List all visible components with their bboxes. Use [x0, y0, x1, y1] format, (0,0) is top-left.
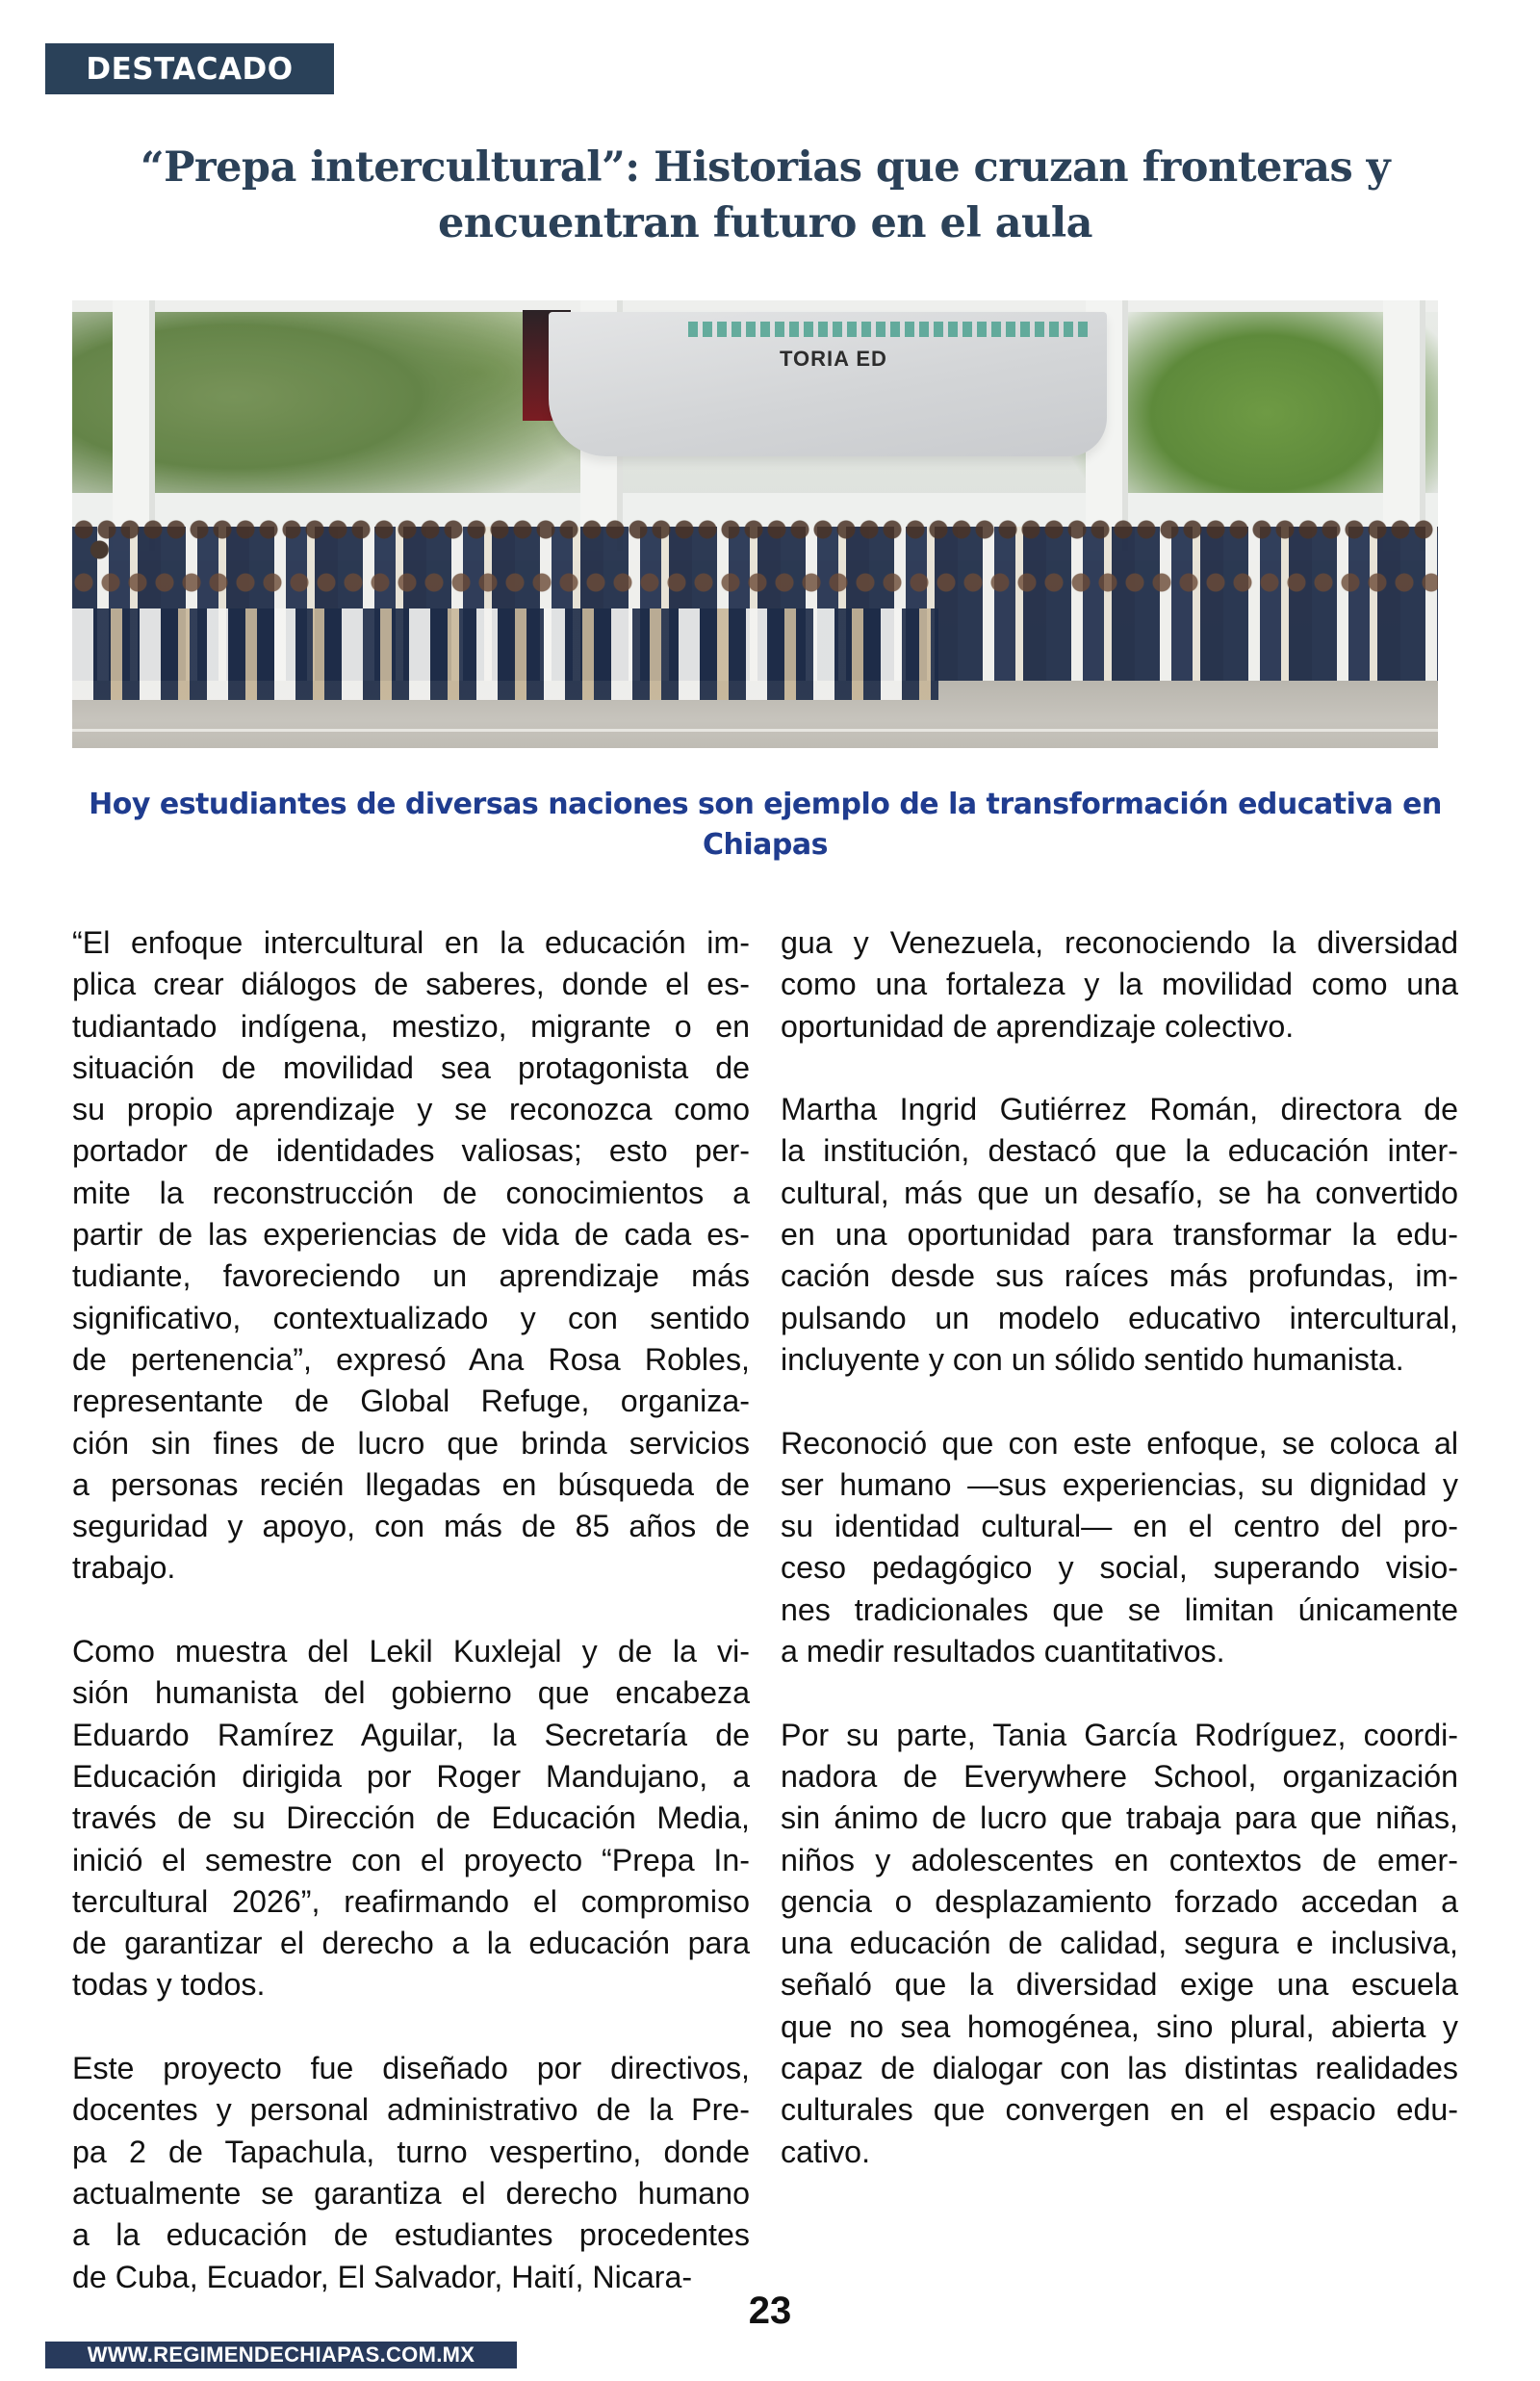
article-line: representante de Global Refuge, organiza- [72, 1384, 750, 1419]
article-line: gencia o desplazamiento forzado accedan a [781, 1883, 1458, 1919]
article-line: cación desde sus raíces más profundas, im- [781, 1258, 1458, 1294]
article-line: a personas recién llegadas en búsqueda de [72, 1466, 750, 1502]
article-paragraph [781, 1715, 1458, 2173]
article-line: partir de las experiencias de vida de cada es- [72, 1217, 750, 1253]
article-line: su propio aprendizaje y se reconozca como [72, 1092, 750, 1127]
article-line: Este proyecto fue diseñado por directivos, [72, 2051, 750, 2086]
article-line: sin ánimo de lucro que trabaja para que niñas, [781, 1800, 1458, 1836]
article-line: incluyente y con un sólido sentido humanista. [781, 1341, 1404, 1377]
article-photo [72, 300, 1438, 748]
photo-crowd-heads [72, 517, 1438, 542]
subheadline-line-2: Chiapas [703, 828, 828, 862]
article-paragraph [781, 1423, 1458, 1673]
subheadline [72, 785, 1458, 866]
article-line: de garantizar el derecho a la educación para [72, 1926, 750, 1961]
photo-pillar [1383, 300, 1425, 551]
article-line: todas y todos. [72, 1967, 266, 2003]
article-column-left [72, 922, 750, 2340]
article-line: culturales que convergen en el espacio edu- [781, 2092, 1458, 2128]
article-line: pulsando un modelo educativo intercultural, [781, 1300, 1458, 1335]
article-line: Educación dirigida por Roger Mandujano, a [72, 1758, 750, 1794]
article-line: situación de movilidad sea protagonista de [72, 1049, 750, 1085]
article-line: cativo. [781, 2134, 871, 2169]
article-line: Reconoció que con este enfoque, se coloca al [781, 1425, 1458, 1461]
article-line: de pertenencia”, expresó Ana Rosa Robles, [72, 1341, 750, 1377]
article-line: ción sin fines de lucro que brinda servicios [72, 1425, 750, 1461]
article-line: tercultural 2026”, reafirmando el compromiso [72, 1883, 750, 1919]
article-line: capaz de dialogar con las distintas realidades [781, 2051, 1458, 2086]
article-line: mite la reconstrucción de conocimientos a [72, 1175, 750, 1210]
article-line: sión humanista del gobierno que encabeza [72, 1675, 750, 1711]
article-paragraph [781, 922, 1458, 1048]
article-line: señaló que la diversidad exige una escuela [781, 1967, 1458, 2003]
article-line: ceso pedagógico y social, superando visio- [781, 1550, 1458, 1586]
photo-banner-pattern [688, 322, 1092, 337]
footer-website-url: WWW.REGIMENDECHIAPAS.COM.MX [45, 2342, 517, 2368]
photo-crowd-heads [72, 570, 1438, 595]
photo-banner-text: TORIA ED [780, 347, 887, 371]
article-line: plica crear diálogos de saberes, donde el es- [72, 967, 750, 1002]
article-line: en una oportunidad para transformar la edu- [781, 1217, 1458, 1253]
article-line: “El enfoque intercultural en la educación im- [72, 925, 750, 960]
article-line: portador de identidades valiosas; esto per- [72, 1133, 750, 1169]
article-paragraph [781, 1089, 1458, 1381]
section-badge: DESTACADO [45, 43, 334, 94]
article-line: tudiante, favoreciendo un aprendizaje más [72, 1258, 750, 1294]
article-line: través de su Dirección de Educación Media, [72, 1800, 750, 1836]
headline-line-2: encuentran futuro en el aula [437, 199, 1093, 247]
article-line: docentes y personal administrativo de la Pre- [72, 2092, 750, 2128]
article-paragraph [72, 2048, 750, 2298]
article-line: gua y Venezuela, reconociendo la diversidad [781, 925, 1458, 960]
headline [72, 140, 1458, 251]
article-line: cultural, más que un desafío, se ha convertido [781, 1175, 1458, 1210]
article-line: que no sea homogénea, sino plural, abierta y [781, 2008, 1458, 2044]
article-line: Martha Ingrid Gutiérrez Román, directora de [781, 1092, 1458, 1127]
subheadline-line-1: Hoy estudiantes de diversas naciones son ejemplo de la transformación educativa en [89, 788, 1442, 821]
article-line: su identidad cultural— en el centro del pro- [781, 1509, 1458, 1544]
article-line: Por su parte, Tania García Rodríguez, coordi- [781, 1717, 1458, 1752]
article-line: una educación de calidad, segura e inclusiva, [781, 1926, 1458, 1961]
article-paragraph [72, 1631, 750, 2006]
article-line: tudiantado indígena, mestizo, migrante o en [72, 1008, 750, 1044]
photo-court-line [72, 729, 1438, 732]
article-line: oportunidad de aprendizaje colectivo. [781, 1008, 1295, 1044]
article-line: a la educación de estudiantes procedentes [72, 2217, 750, 2253]
article-line: de Cuba, Ecuador, El Salvador, Haití, Nicara- [72, 2259, 693, 2294]
article-line: ser humano —sus experiencias, su dignidad y [781, 1466, 1458, 1502]
article-line: significativo, contextualizado y con sentido [72, 1300, 750, 1335]
article-line: nadora de Everywhere School, organización [781, 1758, 1458, 1794]
article-line: seguridad y apoyo, con más de 85 años de [72, 1509, 750, 1544]
photo-roof-beam [72, 300, 1438, 312]
article-paragraph [72, 922, 750, 1590]
headline-line-1: “Prepa intercultural”: Historias que cruzan fronteras y [140, 143, 1391, 192]
photo-pillar [113, 300, 155, 551]
article-line: pa 2 de Tapachula, turno vespertino, donde [72, 2134, 750, 2169]
article-line: a medir resultados cuantitativos. [781, 1634, 1225, 1669]
article-line: niños y adolescentes en contextos de emer- [781, 1842, 1458, 1877]
article-line: como una fortaleza y la movilidad como una [781, 967, 1458, 1002]
article-line: la institución, destacó que la educación inter- [781, 1133, 1458, 1169]
article-line: Como muestra del Lekil Kuxlejal y de la vi- [72, 1634, 750, 1669]
article-line: inició el semestre con el proyecto “Prepa In- [72, 1842, 750, 1877]
article-line: trabajo. [72, 1550, 176, 1586]
article-column-right [781, 922, 1458, 2214]
article-line: actualmente se garantiza el derecho humano [72, 2175, 750, 2211]
article-line: Eduardo Ramírez Aguilar, la Secretaría de [72, 1717, 750, 1752]
article-line: nes tradicionales que se limitan únicamente [781, 1592, 1458, 1627]
photo-front-row [72, 608, 938, 700]
page-number: 23 [748, 2290, 792, 2332]
